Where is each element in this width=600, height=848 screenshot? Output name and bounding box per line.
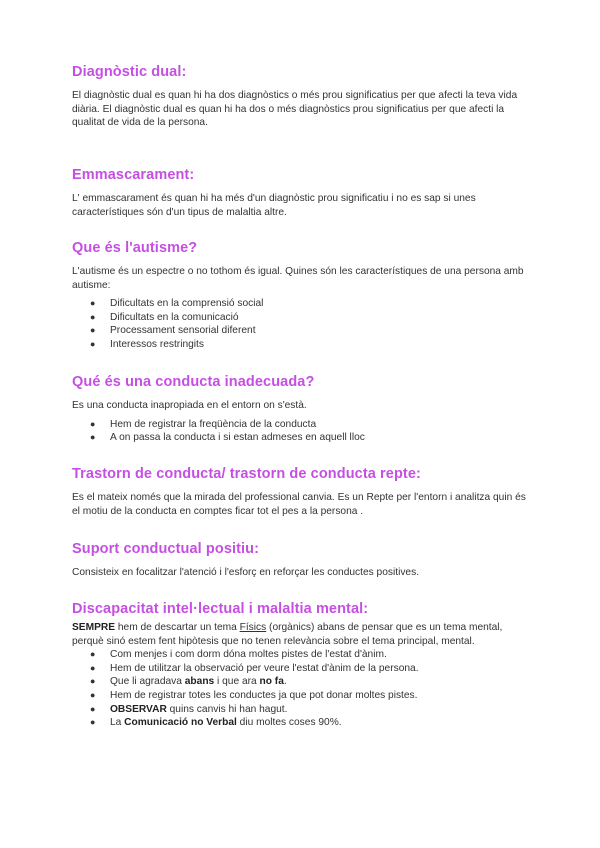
- section-paragraph: Consisteix en focalitzar l'atenció i l'esforç en reforçar les conductes positives.: [72, 567, 420, 578]
- section-title: Discapacitat intel·lectual i malaltia mental:: [72, 601, 369, 617]
- section-paragraph: SEMPRE hem de descartar un tema Físics (orgànics) abans de pensar que es un tema mental, perquè sinó estem fent hipòtesis que no tenen relevància sobre el tema principal, mental.: [72, 622, 503, 647]
- emphasis-text: SEMPRE: [72, 622, 116, 633]
- list-item: ● Hem de utilitzar la observació per veure l'estat d'ànim de la persona.: [90, 662, 419, 674]
- list-item: ● Processament sensorial diferent: [90, 325, 256, 337]
- list-item: ● A on passa la conducta i si estan admeses en aquell lloc: [90, 432, 365, 444]
- section-paragraph: Es una conducta inapropiada en el entorn on s'està.: [72, 400, 307, 411]
- list-item: ● Com menjes i com dorm dóna moltes pistes de l'estat d'ànim.: [90, 649, 387, 661]
- list-item: ● Dificultats en la comprensió social: [90, 298, 264, 310]
- section-conducta-inadecuada: [72, 374, 532, 445]
- emphasis-text: abans: [184, 676, 215, 688]
- list-item: ● Hem de registrar totes les conductes ja que pot donar moltes pistes.: [90, 689, 418, 701]
- list-item: ● Hem de registrar la freqüència de la conducta: [90, 418, 317, 430]
- list-item: ● OBSERVAR quins canvis hi han hagut.: [90, 703, 288, 715]
- section-paragraph: L'autisme és un espectre o no tothom és igual. Quines són les característiques de una persona amb autisme:: [72, 266, 524, 291]
- section-suport-conductual: [72, 541, 532, 580]
- section-title: Trastorn de conducta/ trastorn de conducta repte:: [72, 466, 421, 482]
- section-paragraph: Es el mateix només que la mirada del professional canvia. Es un Repte per l'entorn i analitza quin és el motiu de la conducta en comptes ficar tot el pes a la persona .: [72, 492, 526, 517]
- list-item: ● La Comunicació no Verbal diu moltes coses 90%.: [90, 717, 342, 729]
- section-diagnostic-dual: [72, 64, 532, 130]
- section-title: Que és l'autisme?: [72, 240, 198, 256]
- bullet-list: [72, 418, 532, 445]
- bullet-list: [72, 648, 532, 730]
- list-item: ● Interessos restringits: [90, 338, 204, 350]
- emphasis-text: no fa: [259, 676, 284, 688]
- underlined-text: Físics: [239, 622, 267, 633]
- bullet-list: [72, 297, 532, 351]
- section-paragraph: El diagnòstic dual es quan hi ha dos diagnòstics o més prou significatius per que afecti la teva vida diària. El diagnòstic dual es quan hi ha dos o més diagnòstics prou significatius per que afecti la qualitat de vida de la persona.: [72, 90, 518, 129]
- section-emmascarament: [72, 167, 532, 219]
- section-title: Diagnòstic dual:: [72, 64, 187, 80]
- section-title: Emmascarament:: [72, 167, 195, 183]
- list-item: ● Dificultats en la comunicació: [90, 311, 239, 323]
- section-autisme: [72, 240, 532, 352]
- section-trastorn-conducta: [72, 466, 532, 518]
- section-paragraph: L' emmascarament és quan hi ha més d'un diagnòstic prou significatiu i no es sap si unes característiques són d'un tipus de malaltia altre.: [72, 193, 476, 218]
- list-item: ● Que li agradava abans i que ara no fa.: [90, 676, 287, 688]
- section-discapacitat: [72, 601, 532, 730]
- section-title: Qué és una conducta inadecuada?: [72, 374, 315, 390]
- section-title: Suport conductual positiu:: [72, 541, 260, 557]
- emphasis-text: Comunicació no Verbal: [124, 717, 237, 729]
- emphasis-text: OBSERVAR: [110, 703, 167, 715]
